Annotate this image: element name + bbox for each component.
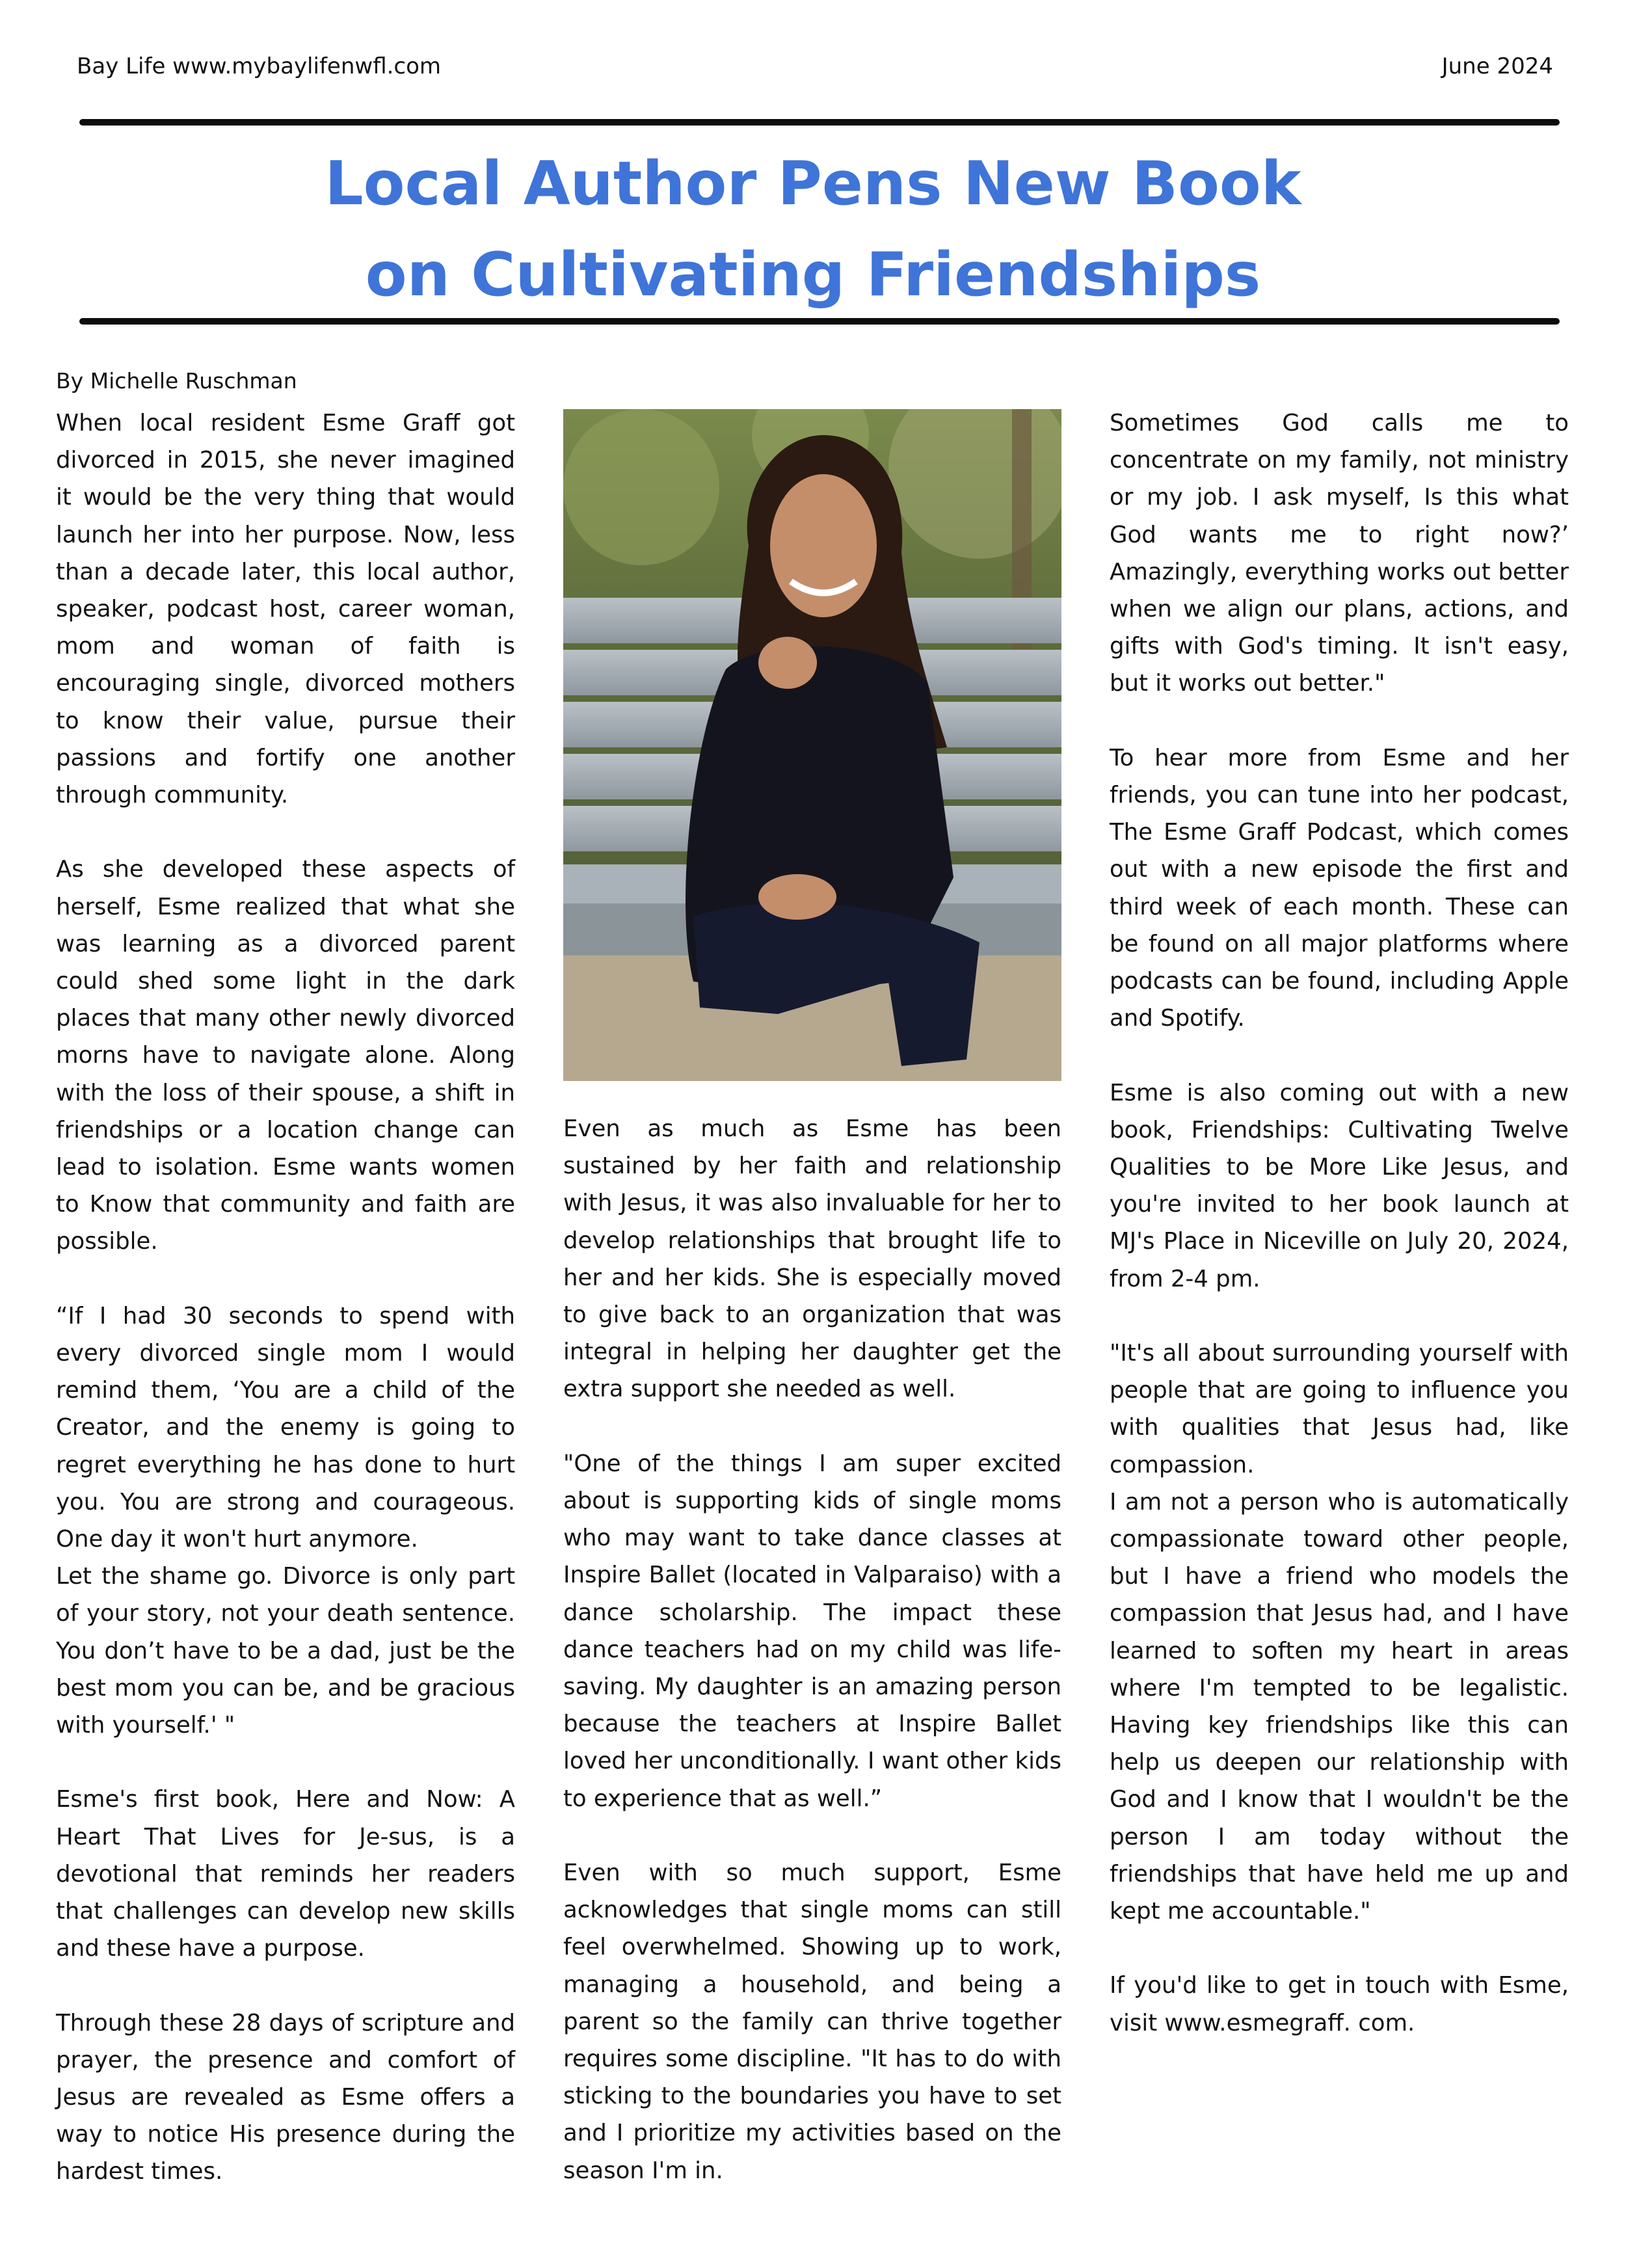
paragraph: I am not a person who is automatically compassionate toward other people, but I have a friend who models the compassion that Jesus had, and I have learned to soften my heart in areas where I'm tempted to be legalistic. Having key friendships like this can help us deepen our relationship with God and I know that I wouldn't be the person I am today without the friendships that have held me up and kept me accountable." [1110, 1488, 1569, 1925]
byline: By Michelle Ruschman [56, 368, 297, 394]
article-title [0, 138, 1626, 320]
column-3 [1110, 405, 1569, 2042]
paragraph: “If I had 30 seconds to spend with every divorced single mom I would remind them, ‘You are a child of the Creator, and the enemy is going to regret everything he has done to hurt you. You are strong and courageous. One day it won't hurt anymore. [56, 1302, 515, 1553]
paragraph: "One of the things I am super excited about is supporting kids of single moms who may want to take dance classes at Inspire Ballet (located in Valparaiso) with a dance scholarship. The impact these dance teachers had on my child was life-saving. My daughter is an amazing person because the teachers at Inspire Ballet loved her unconditionally. I want other kids to experience that as well.” [563, 1450, 1061, 1812]
paragraph: As she developed these aspects of herself, Esme realized that what she was learning as a divorced parent could shed some light in the dark places that many other newly divorced morns have to navigate alone. Along with the loss of their spouse, a shift in friendships or a location change can lead to isolation. Esme wants women to Know that community and faith are possible. [56, 856, 515, 1255]
paragraph: Even as much as Esme has been sustained by her faith and relationship with Jesus, it was also invaluable for her to develop relationships that brought life to her and her kids. She is especially moved to give back to an organization that was integral in helping her daughter get the extra support she needed as well. [563, 1115, 1061, 1403]
paragraph: "It's all about surrounding yourself with people that are going to influence you with qualities that Jesus had, like compassion. [1110, 1340, 1569, 1478]
column-2 [563, 1110, 1061, 2189]
publication-name: Bay Life www.mybaylifenwfl.com [77, 53, 442, 79]
title-line-1: Local Author Pens New Book [325, 148, 1301, 219]
title-line-2: on Cultivating Friendships [365, 239, 1261, 310]
author-photo [563, 409, 1061, 1081]
top-divider [79, 119, 1560, 126]
paragraph: Sometimes God calls me to concentrate on my family, not ministry or my job. I ask myself, Is this what God wants me to right now?’ Amazingly, everything works out better when we align our plans, actions, and gifts with God's timing. It isn't easy, but it works out better." [1110, 410, 1569, 697]
paragraph: Esme's first book, Here and Now: A Heart That Lives for Je-sus, is a devotional that reminds her readers that challenges can develop new skills and these have a purpose. [56, 1786, 515, 1962]
paragraph: If you'd like to get in touch with Esme, visit www.esmegraff. com. [1110, 1972, 1569, 2036]
paragraph: Even with so much support, Esme acknowledges that single moms can still feel overwhelmed. Showing up to work, managing a household, and being a parent so the family can thrive together requires some discipline. "It has to do with sticking to the boundaries you have to set and I prioritize my activities based on the season I'm in. [563, 1860, 1061, 2184]
issue-date: June 2024 [1441, 53, 1553, 79]
paragraph: Esme is also coming out with a new book, Friendships: Cultivating Twelve Qualities to be More Like Jesus, and you're invited to her book launch at MJ's Place in Niceville on July 20, 2024, from 2-4 pm. [1110, 1079, 1569, 1292]
bottom-divider [79, 318, 1560, 325]
paragraph: Through these 28 days of scripture and prayer, the presence and comfort of Jesus are revealed as Esme offers a way to notice His presence during the hardest times. [56, 2009, 515, 2185]
paragraph: When local resident Esme Graff got divorced in 2015, she never imagined it would be the very thing that would launch her into her purpose. Now, less than a decade later, this local author, speaker, podcast host, career woman, mom and woman of faith is encouraging single, divorced mothers to know their value, pursue their passions and fortify one another through community. [56, 410, 515, 809]
column-1 [56, 405, 515, 2191]
paragraph: Let the shame go. Divorce is only part of your story, not your death sentence. You don’t have to be a dad, just be the best mom you can be, and be gracious with yourself.' " [56, 1563, 515, 1739]
paragraph: To hear more from Esme and her friends, you can tune into her podcast, The Esme Graff Podcast, which comes out with a new episode the first and third week of each month. These can be found on all major platforms where podcasts can be found, including Apple and Spotify. [1110, 744, 1569, 1032]
